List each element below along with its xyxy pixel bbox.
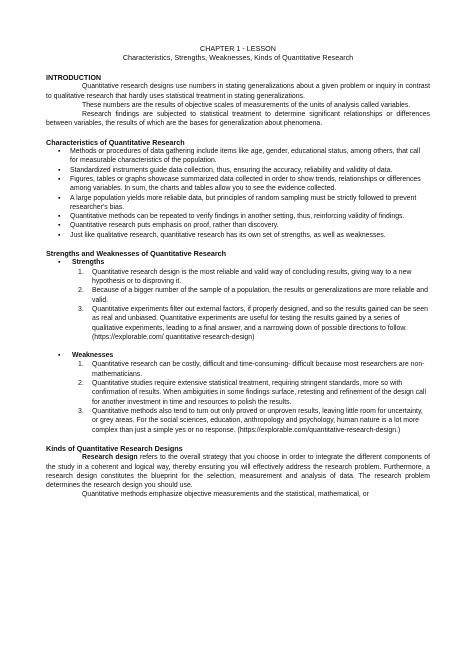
item-number: 2. [78,380,84,388]
introduction-heading: INTRODUCTION [46,72,102,82]
strengths-list [72,268,430,342]
kinds-paragraph-1-text: refers to the overall strategy that you choose in order to integrate the different components of the study in a coherent and logical way, thereby ensuring you will effectively address the research problem. Furthermore, a research design constitutes the blueprint for the selection, measurement and analysis of data. The research problem determines the research design you should use. [46,454,430,490]
weaknesses-item [58,351,430,435]
item-number: 1. [78,361,84,369]
document-title: CHAPTER 1 - LESSON [200,44,276,53]
document-subtitle: Characteristics, Strengths, Weaknesses, Kinds of Quantitative Research [122,53,354,63]
characteristics-list [46,147,430,240]
characteristics-heading: Characteristics of Quantitative Research [46,137,185,147]
research-design-term: Research design [82,454,138,462]
weaknesses-list [72,360,430,434]
item-number: 2. [78,287,84,295]
item-text: Quantitative experiments filter out external factors, if properly designed, and so the results gained can be seen as real and unbiased. Quantitative experiments are useful for testing the results gained by a series of qualitative experiments, leading to a final answer, and a narrowing down of possible directions to follow. (https://explorable.com/ quantitative research-design) [92,305,428,341]
list-item [78,286,430,305]
list-item [78,407,430,435]
list-item: ▪ A large population yields more reliable data, but principles of random sampling must be strictly followed to prevent researcher's bias. [58,194,430,213]
intro-paragraph-1: Quantitative research designs use numbers in stating generalizations about a given problem or inquiry in contrast to qualitative research that hardly uses statistical treatment in stating generalizations. [46,83,430,100]
list-item: ▪ Quantitative research puts emphasis on proof, rather than discovery. [58,221,430,230]
list-item: ▪ Figures, tables or graphs showcase summarized data collected in order to show trends, relationships or differences among variables. In sum, the charts and tables allow you to see the evidence collected. [58,175,430,194]
strengths-label: Strengths [72,259,105,267]
kinds-paragraph-2: Quantitative methods emphasize objective measurements and the statistical, mathematical, or [82,491,369,499]
list-item [78,268,430,287]
list-item: ▪ Methods or procedures of data gathering include items like age, gender, educational status, among others, that call for measurable characteristics of the population. [58,147,430,166]
strengths-weaknesses-heading: Strengths and Weaknesses of Quantitative Research [46,249,227,259]
list-item [78,379,430,407]
item-text: Quantitative methods also tend to turn out only proved or unproven results, leaving little room for uncertainty, or grey areas. For the social sciences, education, anthropology and psychology, human nature is a lot more complex than just a simple yes or no response. (https://explorable.com/quantitative-research-design.) [92,407,423,434]
list-item: ▪ Quantitative methods can be repeated to verify findings in another setting, thus, reinforcing validity of findings. [58,212,430,221]
kinds-heading: Kinds of Quantitative Research Designs [46,443,183,453]
strengths-section [46,258,430,342]
weaknesses-label: Weaknesses [72,352,114,360]
item-text: Quantitative research design is the most reliable and valid way of concluding results, giving way to a new hypothesis or to disproving it. [92,268,412,286]
item-number: 3. [78,407,84,415]
item-text: Quantitative research can be costly, difficult and time-consuming- difficult because most researchers are non-mathematicians. [92,361,425,378]
intro-paragraph-2: These numbers are the results of objective scales of measurements of the units of analysis called variables. [82,101,411,109]
list-item: ▪ Standardized instruments guide data collection, thus, ensuring the accuracy, reliability and validity of data. [58,166,430,175]
item-number: 1. [78,268,84,276]
intro-paragraph-3: Research findings are subjected to statistical treatment to determine significant relationships or differences between variables, the results of which are the bases for generalization about phenomena. [46,111,430,128]
item-text: Quantitative studies require extensive statistical treatment, requiring stringent standards, more so with confirmation of results. When ambiguities in some findings surface, retesting and refinement of the design call for another investment in time and resources to polish the results. [92,380,426,406]
item-text: Because of a bigger number of the sample of a population, the results or generalizations are more reliable and valid. [92,287,428,304]
item-number: 3. [78,305,84,313]
weaknesses-section [46,351,430,435]
kinds-paragraph-1 [46,453,430,490]
list-item: ▪ Just like qualitative research, quantitative research has its own set of strengths, as well as weaknesses. [58,231,430,240]
list-item [78,360,430,379]
spacer [46,342,430,351]
list-item [78,305,430,342]
strengths-item [58,258,430,342]
